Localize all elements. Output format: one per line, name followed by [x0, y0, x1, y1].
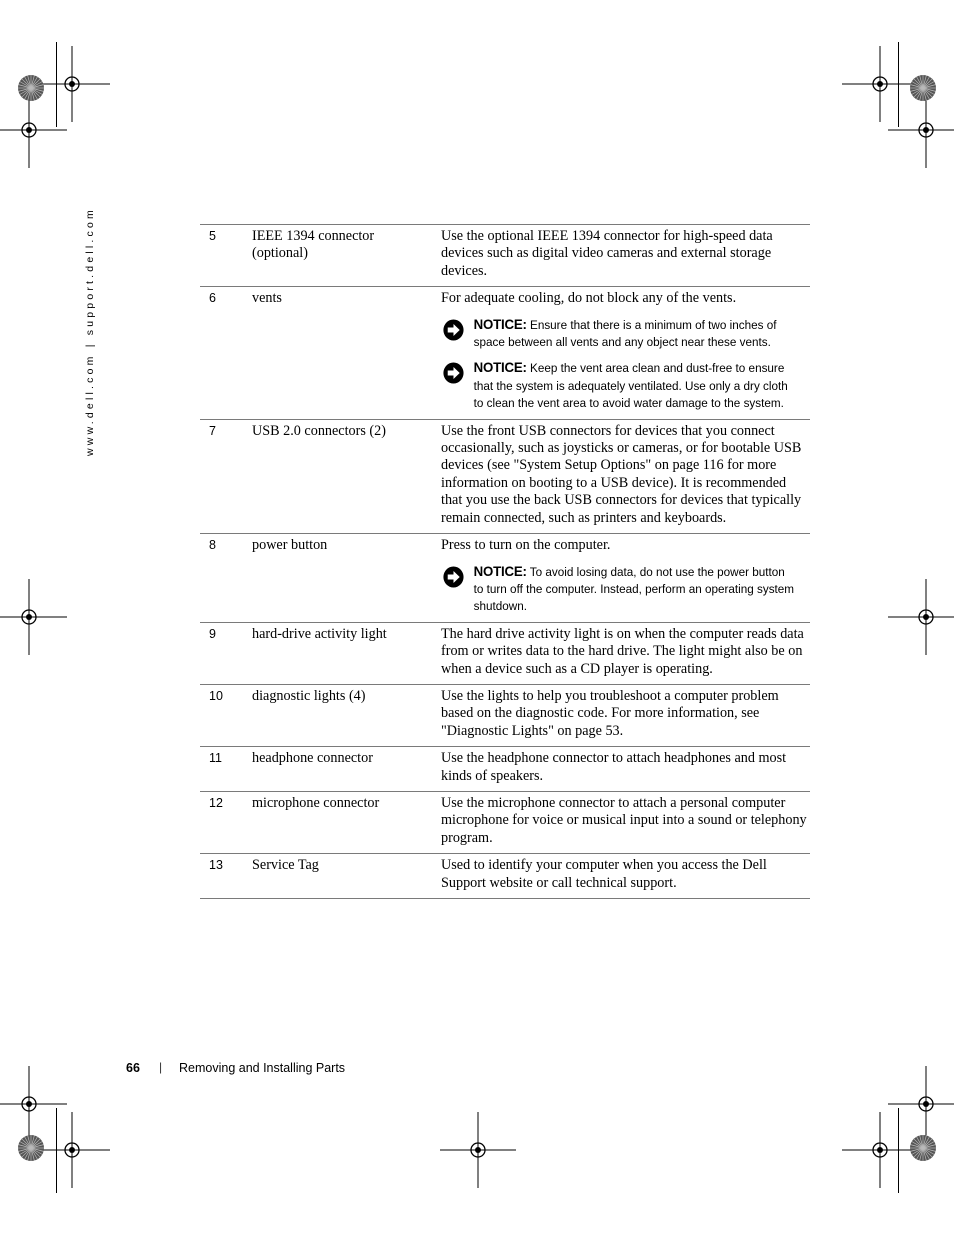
item-description: Use the headphone connector to attach headphones and most kinds of speakers. — [441, 750, 787, 784]
item-name: power button — [252, 534, 441, 623]
item-name: vents — [252, 287, 441, 419]
notice — [441, 563, 795, 616]
table-row — [200, 622, 810, 684]
item-description-cell — [441, 622, 810, 684]
item-description: Press to turn on the computer. — [441, 537, 611, 554]
notice-text: Keep the vent area clean and dust-free to ensure that the system is adequately ventilated. Use only a dry cloth to clean the vent area to avoid water damage to the system. — [473, 361, 788, 411]
item-number: 5 — [200, 225, 252, 287]
item-name: Service Tag — [252, 854, 441, 899]
crop-mark — [56, 42, 57, 127]
starburst-mark — [17, 1134, 45, 1162]
side-url: www.dell.com | support.dell.com — [84, 207, 96, 456]
crop-mark — [56, 1108, 57, 1193]
item-description: Use the optional IEEE 1394 connector for high-speed data devices such as digital video cameras and external storage devices. — [441, 228, 773, 279]
item-name: headphone connector — [252, 747, 441, 792]
item-number: 7 — [200, 419, 252, 533]
registration-mark — [0, 579, 67, 655]
item-name: USB 2.0 connectors (2) — [252, 419, 441, 533]
item-description-cell — [441, 225, 810, 287]
item-name: diagnostic lights (4) — [252, 684, 441, 746]
item-number: 12 — [200, 791, 252, 853]
item-description: Use the lights to help you troubleshoot a computer problem based on the diagnostic code. For more information, see "Diagnostic Lights" on page 53. — [441, 687, 779, 739]
registration-mark — [34, 1112, 110, 1188]
item-description: The hard drive activity light is on when the computer reads data from or writes data to the hard drive. The light might also be on when a device such as a CD player is operating. — [441, 625, 804, 677]
item-description: For adequate cooling, do not block any of the vents. — [441, 290, 737, 307]
page-number: 66 — [126, 1061, 140, 1075]
notice-label: NOTICE: — [473, 360, 527, 376]
table-row — [200, 419, 810, 533]
item-number: 9 — [200, 622, 252, 684]
item-description-cell — [441, 684, 810, 746]
item-description-cell — [441, 419, 810, 533]
registration-mark — [842, 1112, 918, 1188]
item-number: 11 — [200, 747, 252, 792]
table-row — [200, 684, 810, 746]
item-description: Use the microphone connector to attach a personal computer microphone for voice or musical input into a sound or telephony program. — [441, 794, 807, 846]
item-description: Use the front USB connectors for devices that you connect occasionally, such as joysticks or cameras, or for bootable USB devices (see "System Setup Options" on page 116 for more information on booting to a USB device). It is recommended that you use the back USB connectors for devices that typically remain connected, such as printers and keyboards. — [441, 422, 802, 526]
notice-text: To avoid losing data, do not use the power button to turn off the computer. Instead, perform an operating system shutdown. — [473, 564, 795, 614]
item-name: IEEE 1394 connector (optional) — [252, 225, 441, 287]
notice-arrow-icon — [443, 566, 464, 588]
table-row — [200, 225, 810, 287]
item-number: 13 — [200, 854, 252, 899]
item-description-cell — [441, 854, 810, 899]
table-row — [200, 287, 810, 419]
notice — [441, 359, 795, 412]
item-name: hard-drive activity light — [252, 622, 441, 684]
notice-label: NOTICE: — [473, 316, 527, 332]
notice-label: NOTICE: — [473, 563, 527, 579]
item-description-cell — [441, 747, 810, 792]
footer-title: Removing and Installing Parts — [179, 1061, 346, 1075]
item-number: 8 — [200, 534, 252, 623]
parts-table-body — [200, 225, 810, 899]
item-description-cell — [441, 287, 810, 419]
registration-mark — [440, 1112, 516, 1188]
item-number: 10 — [200, 684, 252, 746]
starburst-mark — [909, 74, 937, 102]
item-description: Used to identify your computer when you access the Dell Support website or call technical support. — [441, 857, 767, 891]
registration-mark — [888, 579, 954, 655]
item-number: 6 — [200, 287, 252, 419]
table-row — [200, 747, 810, 792]
notice — [441, 316, 795, 352]
notice-text: Ensure that there is a minimum of two inches of space between all vents and any object near these vents. — [473, 317, 777, 350]
item-name: microphone connector — [252, 791, 441, 853]
table-row — [200, 854, 810, 899]
item-description-cell — [441, 534, 810, 623]
crop-mark — [898, 1108, 899, 1193]
page-footer — [126, 1060, 346, 1075]
footer-separator: | — [159, 1060, 163, 1074]
starburst-mark — [909, 1134, 937, 1162]
table-row — [200, 534, 810, 623]
starburst-mark — [17, 74, 45, 102]
notice-arrow-icon — [443, 362, 464, 384]
crop-mark — [898, 42, 899, 127]
item-description-cell — [441, 791, 810, 853]
notice-arrow-icon — [443, 319, 464, 341]
table-row — [200, 791, 810, 853]
parts-table — [200, 224, 810, 899]
